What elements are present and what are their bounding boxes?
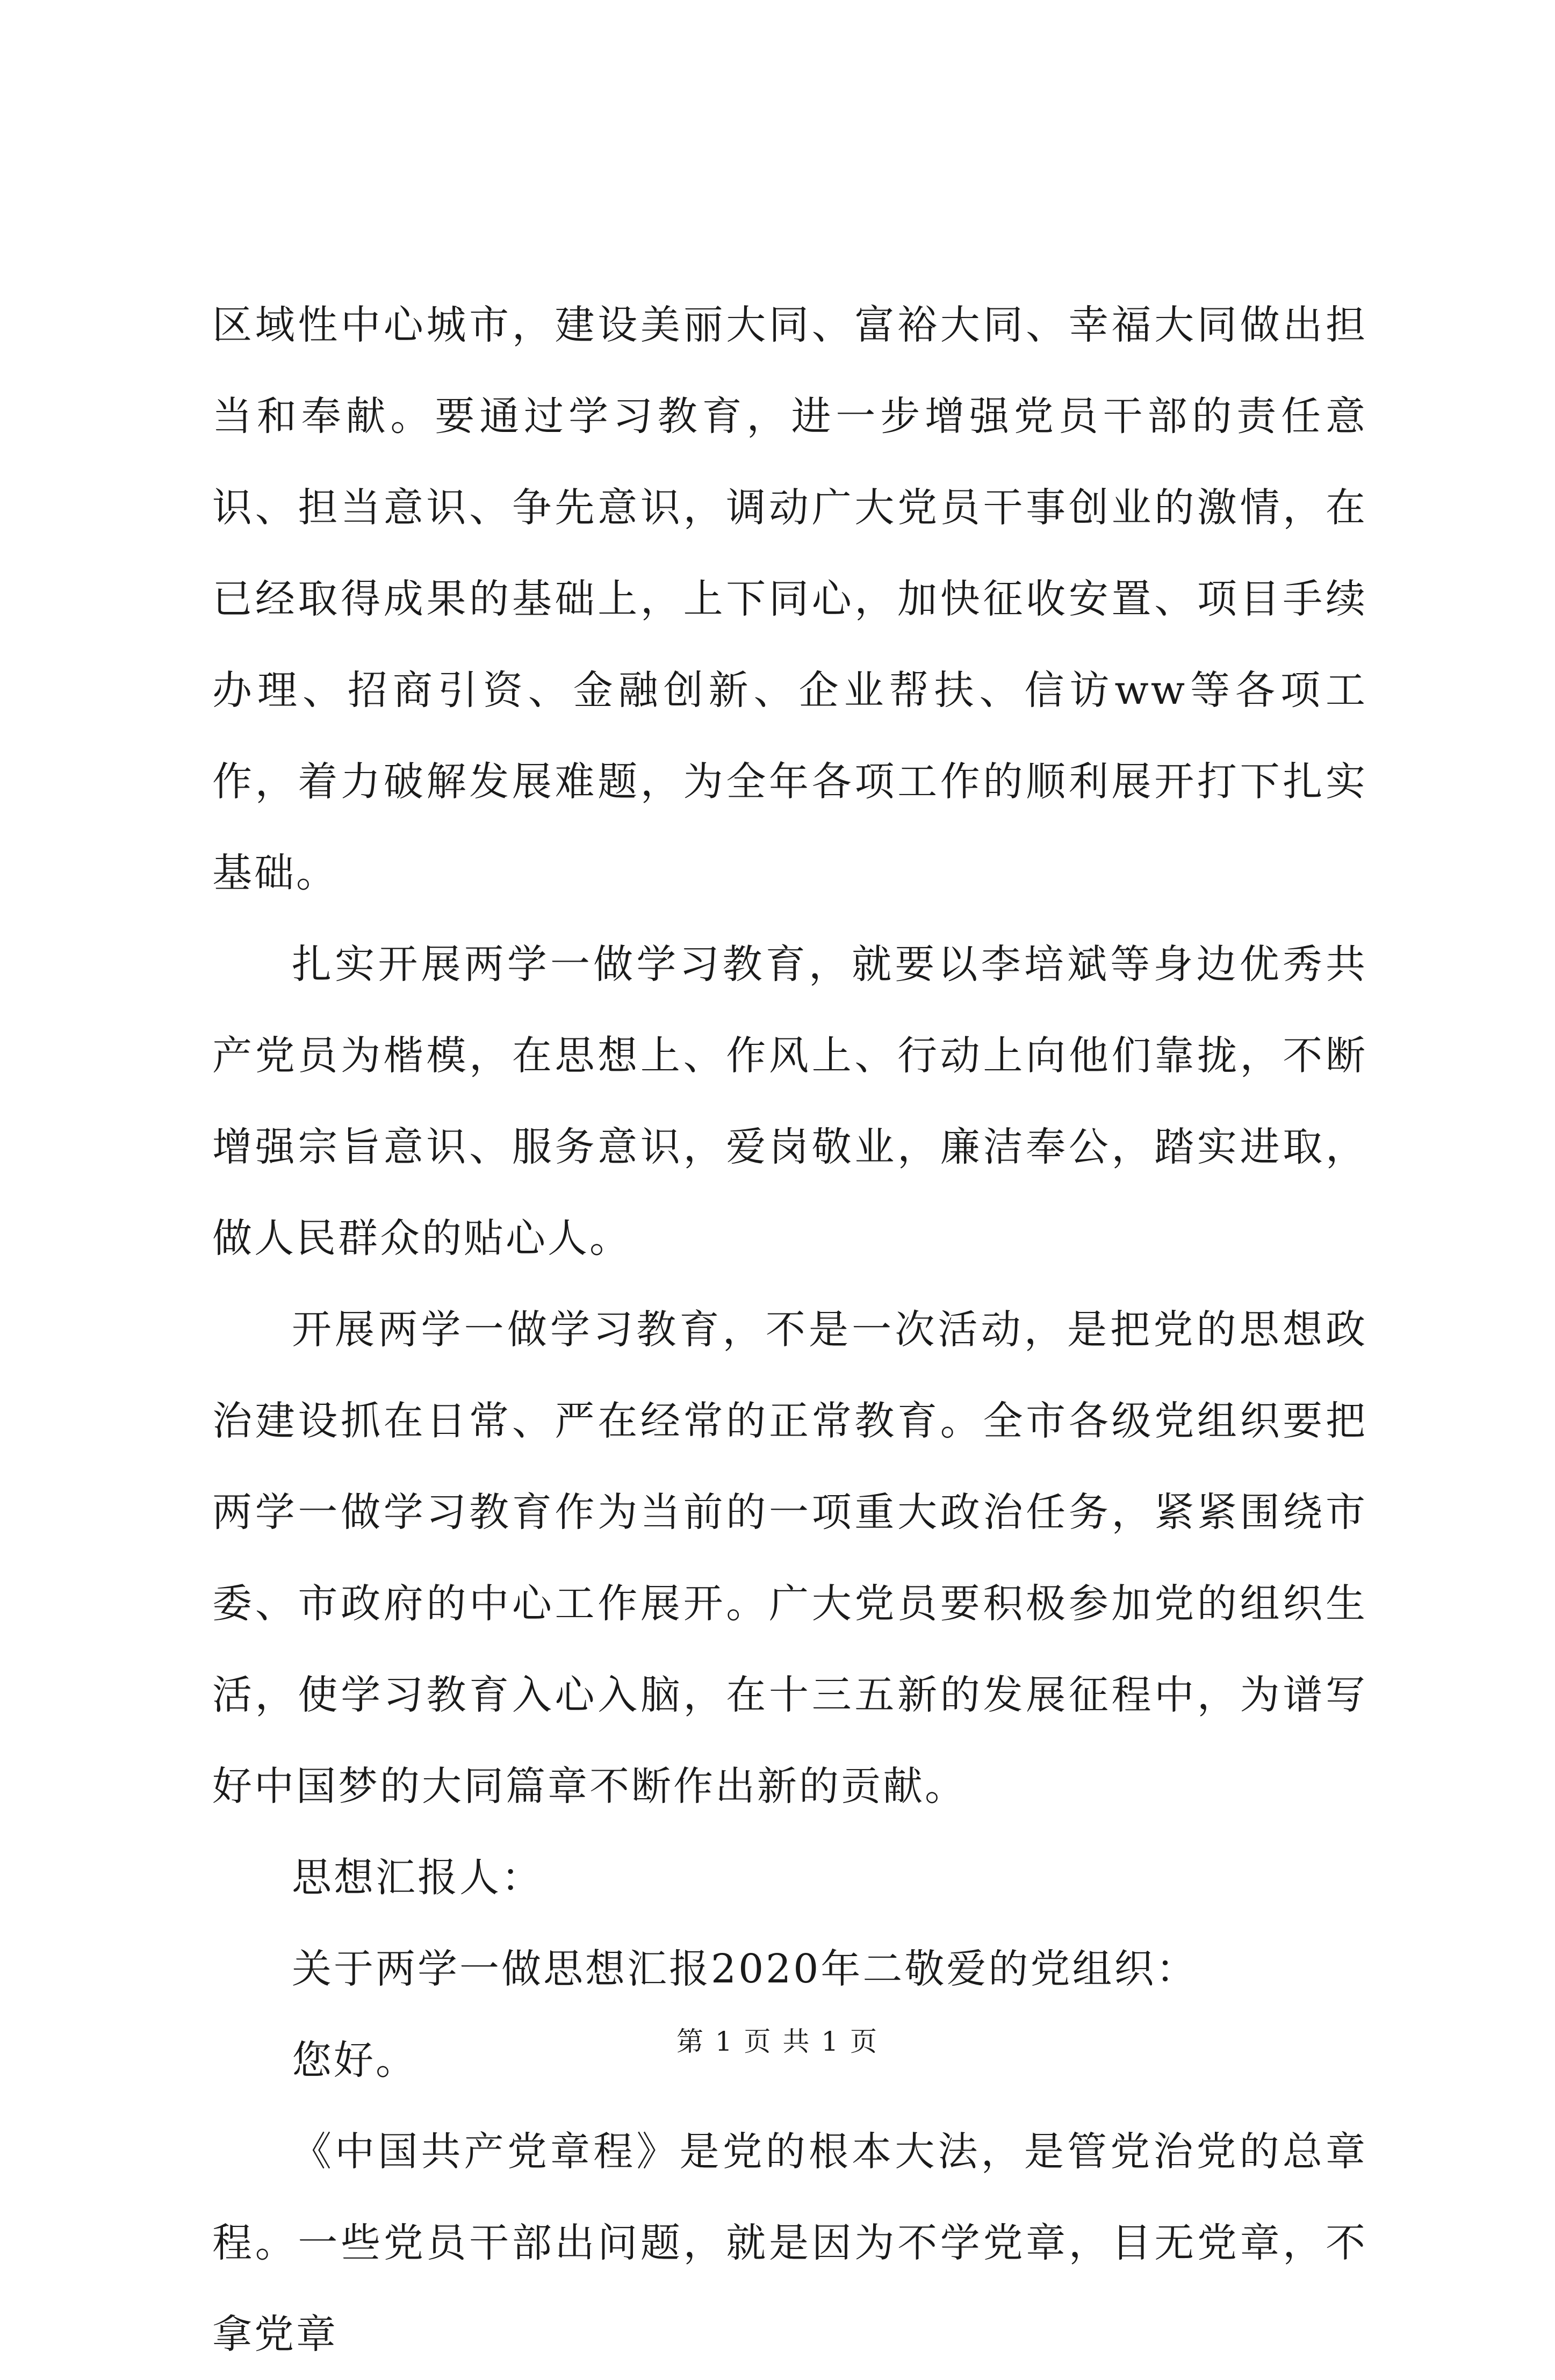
paragraph-ongoing-education: 开展两学一做学习教育，不是一次活动，是把党的思想政治建设抓在日常、严在经常的正常教育。全市各级党组织要把两学一做学习教育作为当前的一项重大政治任务，紧紧围绕市委、市政府的中心工作展开。广大党员要积极参加党的组织生活，使学习教育入心入脑，在十三五新的发展征程中，为谱写好中国梦的大同篇章不断作出新的贡献。 — [212, 1307, 1367, 1809]
paragraph-continued: 区域性中心城市，建设美丽大同、富裕大同、幸福大同做出担当和奉献。要通过学习教育，进一步增强党员干部的责任意识、担当意识、争先意识，调动广大党员干事创业的激情，在已经取得成果的基础上，上下同心，加快征收安置、项目手续办理、招商引资、金融创新、企业帮扶、信访ww等各项工作，着力破解发展难题，为全年各项工作的顺利展开打下扎实基础。 — [212, 302, 1367, 896]
report-heading-line: 关于两学一做思想汇报2020年二敬爱的党组织： — [292, 1946, 1198, 1992]
document-body — [212, 279, 1367, 2380]
page-number-footer: 第 1 页 共 1 页 — [676, 2026, 879, 2057]
paragraph-role-model: 扎实开展两学一做学习教育，就要以李培斌等身边优秀共产党员为楷模，在思想上、作风上、行动上向他们靠拢，不断增强宗旨意识、服务意识，爱岗敬业，廉洁奉公，踏实进取，做人民群众的贴心人。 — [212, 941, 1367, 1261]
greeting-line: 您好。 — [292, 2037, 417, 2083]
reporter-line: 思想汇报人： — [292, 1855, 543, 1901]
paragraph-party-constitution: 《中国共产党章程》是党的根本大法，是管党治党的总章程。一些党员干部出问题，就是因为不学党章，目无党章，不拿党章 — [212, 2129, 1367, 2357]
